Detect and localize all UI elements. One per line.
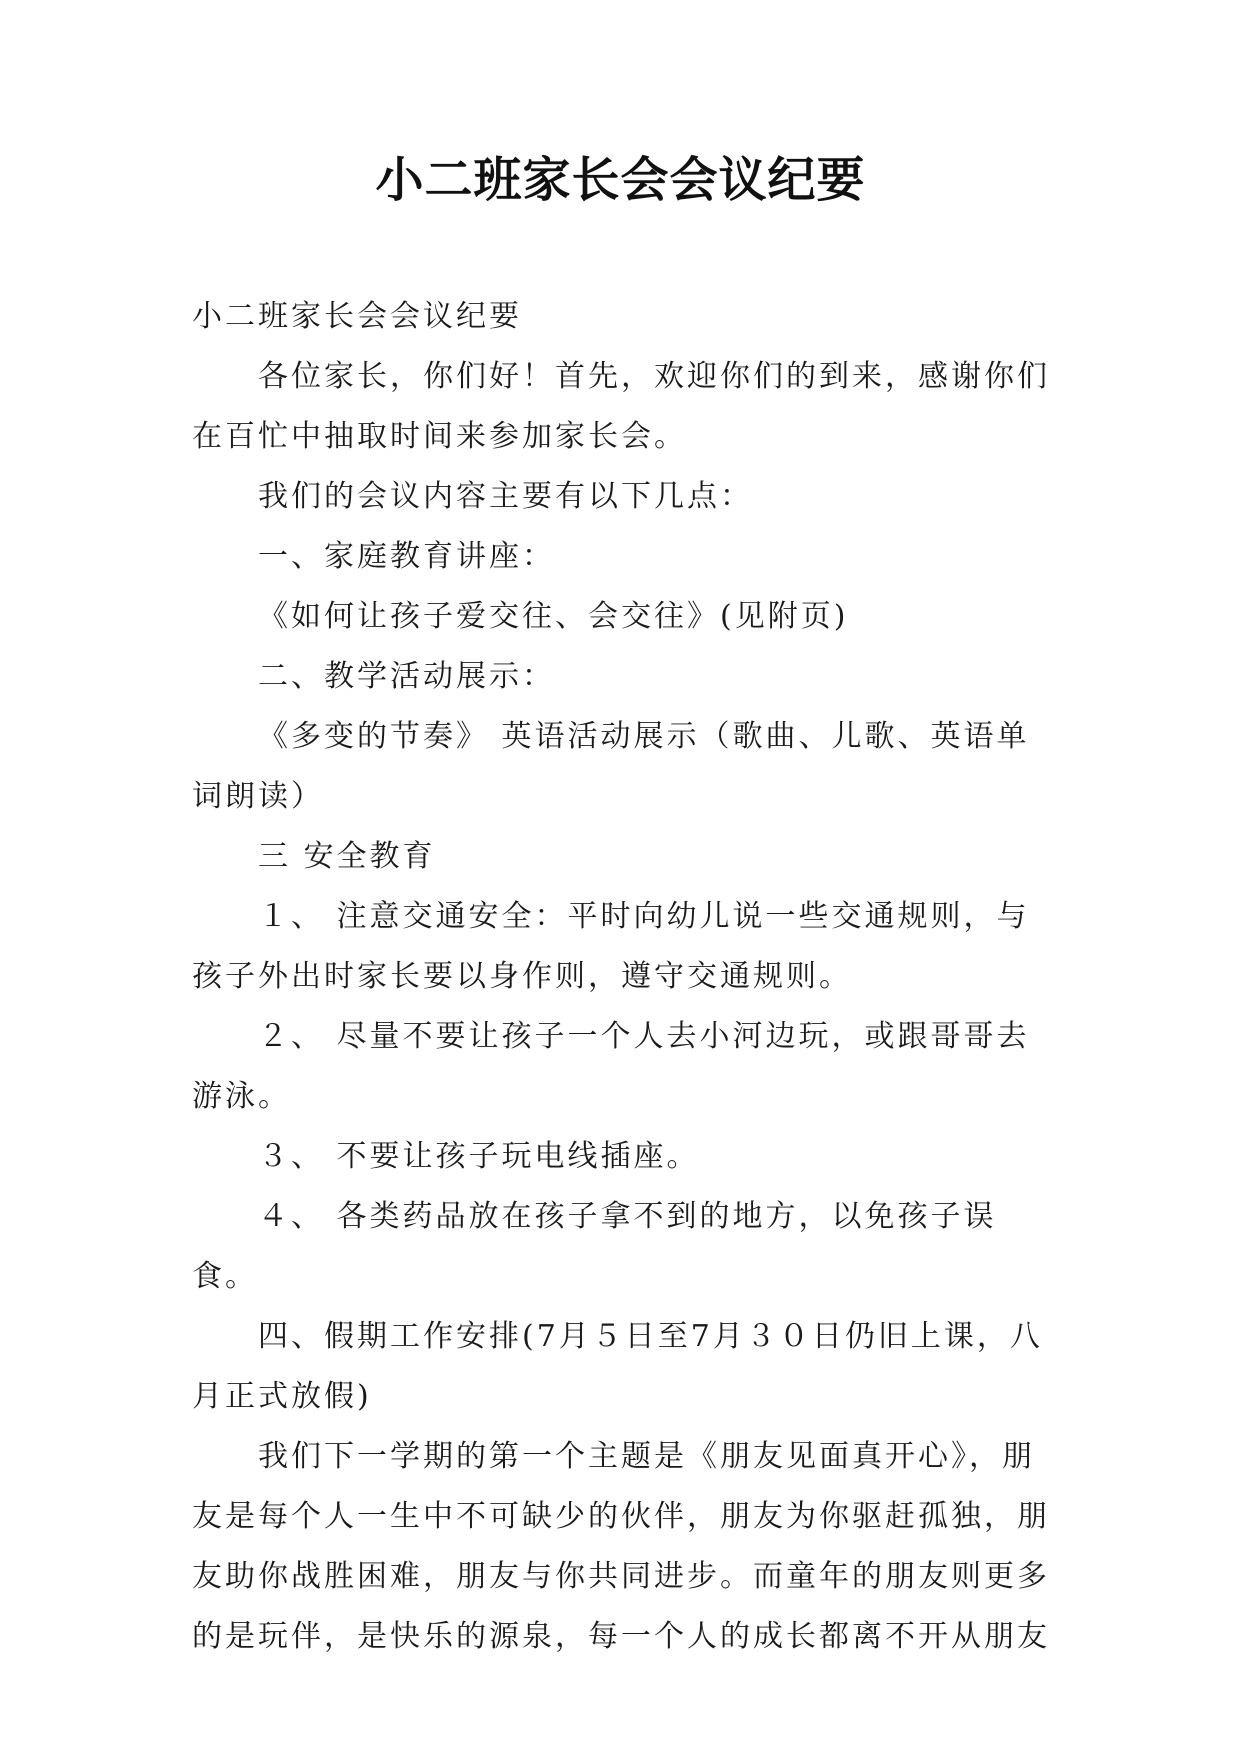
paragraph-safety-item-2: ２、 尽量不要让孩子一个人去小河边玩，或跟哥哥去游泳。 bbox=[192, 1019, 1030, 1114]
paragraph-safety-item-3: ３、 不要让孩子玩电线插座。 bbox=[258, 1139, 700, 1174]
paragraph-next-theme: 我们下一学期的第一个主题是《朋友见面真开心》，朋友是每个人一生中不可缺少的伙伴，朋友为你驱赶孤独，朋友助你战胜困难，朋友与你共同进步。而童年的朋友则更多的是玩伴，是快乐的源泉，每一个人的成长都离不开从朋友 bbox=[192, 1439, 1050, 1654]
paragraph-lecture-title: 《如何让孩子爱交往、会交往》(见附页) bbox=[258, 599, 849, 634]
document-body bbox=[192, 287, 1052, 1667]
paragraph-section-two: 二、教学活动展示： bbox=[258, 659, 555, 694]
paragraph-section-four: 四、假期工作安排(7月５日至7月３０日仍旧上课，八月正式放假) bbox=[192, 1319, 1043, 1414]
paragraph-agenda-intro: 我们的会议内容主要有以下几点： bbox=[258, 479, 753, 514]
paragraph-heading: 小二班家长会会议纪要 bbox=[192, 299, 522, 334]
paragraph-greeting: 各位家长，你们好！首先，欢迎你们的到来，感谢你们在百忙中抽取时间来参加家长会。 bbox=[192, 359, 1050, 454]
paragraph-activity-show: 《多变的节奏》 英语活动展示（歌曲、儿歌、英语单词朗读） bbox=[192, 719, 1030, 814]
paragraph-safety-item-1: １、 注意交通安全：平时向幼儿说一些交通规则，与孩子外出时家长要以身作则，遵守交通规则。 bbox=[192, 899, 1030, 994]
paragraph-section-one: 一、家庭教育讲座： bbox=[258, 539, 555, 574]
paragraph-section-three: 三 安全教育 bbox=[258, 839, 436, 874]
document-title: 小二班家长会会议纪要 bbox=[375, 152, 866, 208]
paragraph-safety-item-4: ４、 各类药品放在孩子拿不到的地方，以免孩子误食。 bbox=[192, 1199, 997, 1294]
